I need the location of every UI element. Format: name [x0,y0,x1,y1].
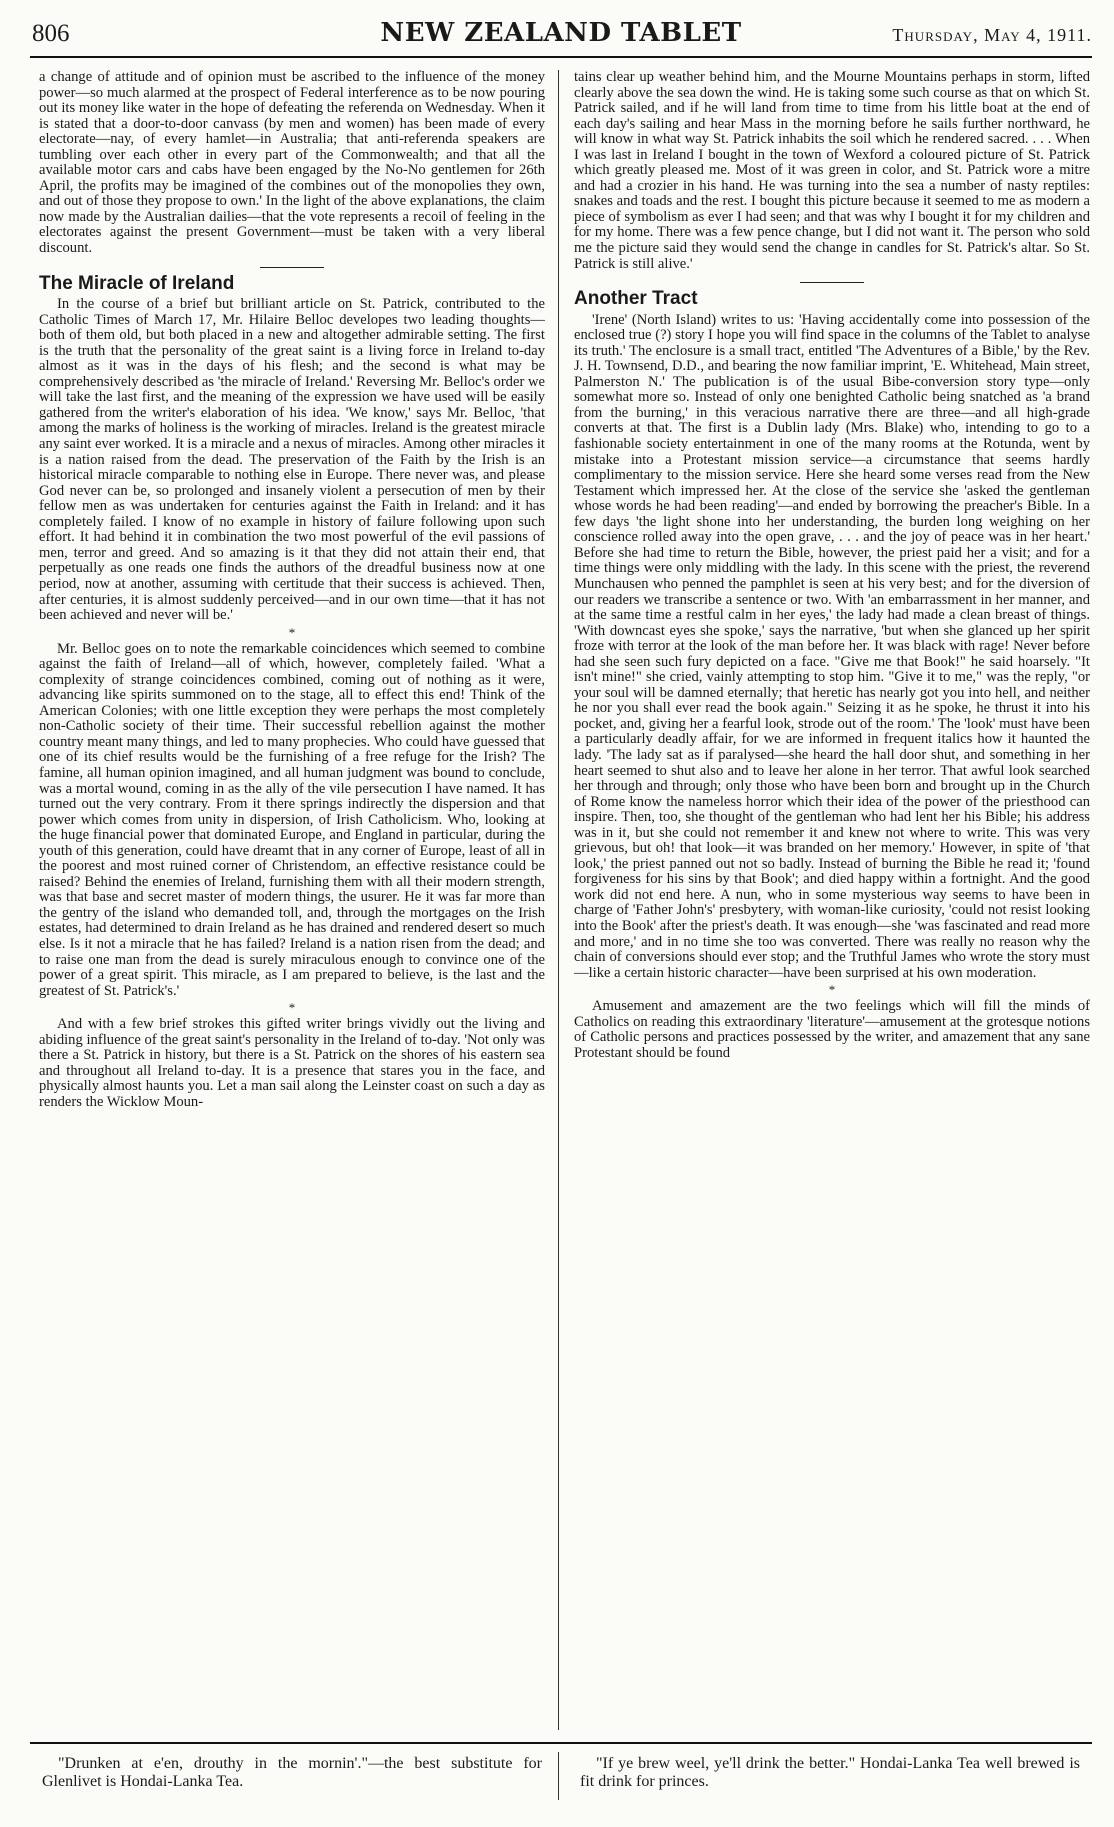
paragraph: Mr. Belloc goes on to note the remarkable coincidences which seemed to combine against the faith of Ireland—all of which, however, completely failed. 'What a complexity of strange coincidences combined, coming out of nothing as it were, advancing like spirits summoned on to the stage, all to effect this end! Think of the American Colonies; with one little exception they were perhaps the most completely non-Catholic society of their time. Their successful rebellion against the mother country meant many things, and led to many prophecies. Who could have guessed that one of its chief results would be the furnishing of a free refuge for the Irish? The famine, all human opinion imagined, and all human judgment was bound to conclude, was a mortal wound, coming in as the ally of the vile persecution I have named. It has turned out the very contrary. From it there springs indirectly the dispersion and that power which comes from unity in dispersion, of Irish Catholicism. Who, looking at the huge financial power that dominated Europe, and England in particular, during the youth of this generation, could have dreamt that in any corner of Europe, least of all in the poorest and most ruined corner of Christendom, an effective resistance could be raised? Behind the enemies of Ireland, furnishing them with all their modern strength, was that base and secret master of modern things, the usurer. He it was far more than the gentry of the island who demanded toll, and, through the mortgages on the Irish estates, had determined to drain Ireland as he has drained and rendered desert so much else. Is it not a miracle that he has failed? Ireland is a nation risen from the dead; and to raise one man from the dead is surely miraculous enough to convince one of the power of a great spirit. This miracle, as I am prepared to believe, is the last and the greatest of St. Patrick's.' [39,640,545,999]
star-divider: * [828,982,836,998]
footer-advert-right [580,1755,1080,1791]
section-divider [260,267,324,268]
issue-date: Thursday, May 4, 1911. [892,25,1092,45]
paragraph: 'Irene' (North Island) writes to us: 'Having accidentally come into possession of the enclosed true (?) story I hope you will find space in the columns of the Tablet to analyse its truth.' The enclosure is a small tract, entitled 'The Adventures of a Bible,' by the Rev. J. H. Townsend, D.D., and bearing the now familiar imprint, 'E. Whitehead, Main street, Palmerston N.' The publication is of the usual Bibe-conversion story type—only somewhat more so. Instead of only one benighted Catholic being snatched as 'a brand from the burning,' in this veracious narrative there are three—and all high-grade converts at that. The first is a Dublin lady (Mrs. Blake) who, intending to go to a fashionable society entertainment in one of the many rooms at the Rotunda, went by mistake into a Protestant mission service—a circumstance that seems hardly complimentary to the mission service. Here she heard some verses read from the New Testament which impressed her. At the close of the service she 'asked the gentleman whose words he had been reading'—and ended by borrowing the preacher's Bible. In a few days 'the light shone into her understanding, the burden long weighing on her conscience rolled away into the open grave, . . . and the joy of peace was in her heart.' Before she had time to return the Bible, however, the priest paid her a visit; and for a time things were only middling with the lady. In this scene with the priest, the reverend Munchausen who penned the pamphlet is seen at his very best; and for the diversion of our readers we transcribe a sentence or two. With 'an embarrassment in her manner, and at the same time a restful calm in her eyes,' the lady had made a clean breast of things. 'With downcast eyes she spoke,' says the narrative, 'but when she glanced up her spirit froze with terror at the look of the man before her. It was black with rage! Never before had she seen such fury depicted on a face. "Give me that Book!" he said hoarsely. "It isn't mine!" she cried, vainly attempting to stop him. "Give it to me," was the reply, "or your soul will be damned eternally; that heretic has nearly got you into hell, and neither he nor you shall ever read the book again." Seizing it as he spoke, he thrust it into his pocket, and, giving her a fearful look, strode out of the room.' The 'look' must have been a particularly deadly affair, for we are informed in frequent italics how it haunted the lady. 'The lady sat as if paralysed—she heard the hall door shut, and something in her heart seemed to shut also and to leave her alone in her terror. That awful look searched her through and through; only those who have been born and brought up in the Church of Rome know the nameless horror which their idea of the power of the priesthood can inspire. Then, too, she thought of the gentleman who had lent her his Bible; his address was in it, but she could not remember it and knew not where to write. This was very grievous, but oh! that look—it was branded on her memory.' However, in spite of 'that look,' the priest panned out not so badly. Instead of burning the Bible he read it; 'found forgiveness for his sins by that Book'; and died happy within a fortnight. And the good work did not end here. A nun, who in some mysterious way seems to have been in charge of 'Father John's' presbytery, with woman-like curiosity, 'could not resist looking into the Book' after the priest's death. It was enough—she 'was fascinated and read more and more,' and in no time she too was converted. There was really no reason why the chain of conversions should ever stop; and the Truthful James who wrote the story must—like a certain historic character—have been surprised at his own moderation. [574,311,1090,981]
paragraph: Amusement and amazement are the two feelings which will fill the minds of Catholics on reading this extraordinary 'literature'—amusement at the grotesque notions of Catholic persons and practices possessed by the writer, and amazement that any sane Protestant should be found [574,998,1090,1061]
star-divider: * [288,624,296,640]
paragraph: And with a few brief strokes this gifted writer brings vividly out the living and abiding influence of the great saint's personality in the Ireland of to-day. 'Not only was there a St. Patrick in history, but there is a St. Patrick on the shores of his eastern sea and throughout all Ireland to-day. It is a presence that stares you in the face, and physically almost haunts you. Let a man sail along the Leinster coast on such a day as renders the Wicklow Moun- [39,1016,545,1110]
masthead [30,18,1092,54]
paragraph-continued: tains clear up weather behind him, and the Mourne Mountains perhaps in storm, lifted clearly above the sea down the wind. He is taking some such course as that on which St. Patrick sailed, and if he will land from time to time from his little boat at the end of each day's sailing and hear Mass in the morning before he sails further northward, he will know in what way St. Patrick inhabits the soil which he rendered sacred. . . . When I was last in Ireland I bought in the town of Wexford a coloured picture of St. Patrick which greatly pleased me. Most of it was green in color, and St. Patrick wore a mitre and had a crozier in his hand. He was turning into the sea a number of nasty reptiles: snakes and toads and the rest. I bought this picture because it seemed to me as modern a piece of symbolism as ever I had seen; and that was why I bought it for my children and for my home. There was a few pence change, but I did not want it. The person who sold me the picture said they would send the change in candles for St. Patrick's altar. So St. Patrick is still alive.' [574,70,1090,272]
article-intro: a change of attitude and of opinion must be ascribed to the influence of the money power—so much alarmed at the prospect of Federal interference as to be now pouring out its money like water in the hope of defeating the referenda on Wednesday. When it is stated that a door-to-door canvass (by men and women) has been made of every electorate—nay, of every hamlet—in Australia; that anti-referenda speakers are tumbling over each other in every part of the Commonwealth; and that all the available motor cars and cabs have been engaged by the No-No gentlemen for 26th April, the profits may be imagined of the combines out of the monopolies they own, and out of those they propose to own.' In the light of the above explanations, the claim now made by the Australian dailies—that the vote represents a recoil of feeling in the electorates against the present Government—must be taken with a very liberal discount. [39,70,545,257]
star-divider: * [288,1000,296,1016]
masthead-rule [30,56,1092,58]
heading-miracle-of-ireland: The Miracle of Ireland [39,272,235,294]
section-divider [800,282,864,283]
footer-divider [558,1752,559,1800]
footer-advert-left [42,1755,542,1791]
column-divider [558,70,559,1730]
paragraph: In the course of a brief but brilliant article on St. Patrick, contributed to the Catholic Times of March 17, Mr. Hilaire Belloc developes two leading thoughts—both of them old, but both placed in a new and altogether admirable setting. The first is the truth that the personality of the great saint is a living force in Ireland to-day almost as it was in the days of his flesh; and the second is what may be comprehensively described as 'the miracle of Ireland.' Reversing Mr. Belloc's order we will take the last first, and the meaning of the expression we have used will be easily gathered from the writer's elaboration of his idea. 'We know,' says Mr. Belloc, 'that among the marks of holiness is the working of miracles. Ireland is the greatest miracle any saint ever worked. It is a miracle and a nexus of miracles. Among other miracles it is a nation raised from the dead. The preservation of the Faith by the Irish is an historical miracle comparable to nothing else in Europe. There never was, and please God never can be, so prolonged and insanely violent a persecution of men by their fellow men as was undertaken for centuries against the Faith in Ireland: and it has completely failed. I know of no example in history of failure following upon such effort. It had behind it in combination the two most powerful of the evil passions of men, terror and greed. And so amazing is it that they did not attain their end, that perpetually as one reads one finds the authors of the dreadful business now at one period, now at another, assuming with certitude that their success is achieved. Then, after centuries, it is almost suddenly perceived—and in our own time—that it has not been achieved and never will be.' [39,296,545,624]
footer-rule [30,1742,1092,1744]
page-number: 806 [32,20,70,47]
left-column [39,70,545,1720]
heading-another-tract: Another Tract [574,288,698,310]
advert-text: "Drunken at e'en, drouthy in the mornin'."—the best substitute for Glenlivet is Hondai-Lanka Tea. [42,1755,542,1790]
paper-title: NEW ZEALAND TABLET [380,18,742,48]
right-column [574,70,1090,1720]
advert-text: "If ye brew weel, ye'll drink the better." Hondai-Lanka Tea well brewed is fit drink for princes. [580,1755,1080,1790]
